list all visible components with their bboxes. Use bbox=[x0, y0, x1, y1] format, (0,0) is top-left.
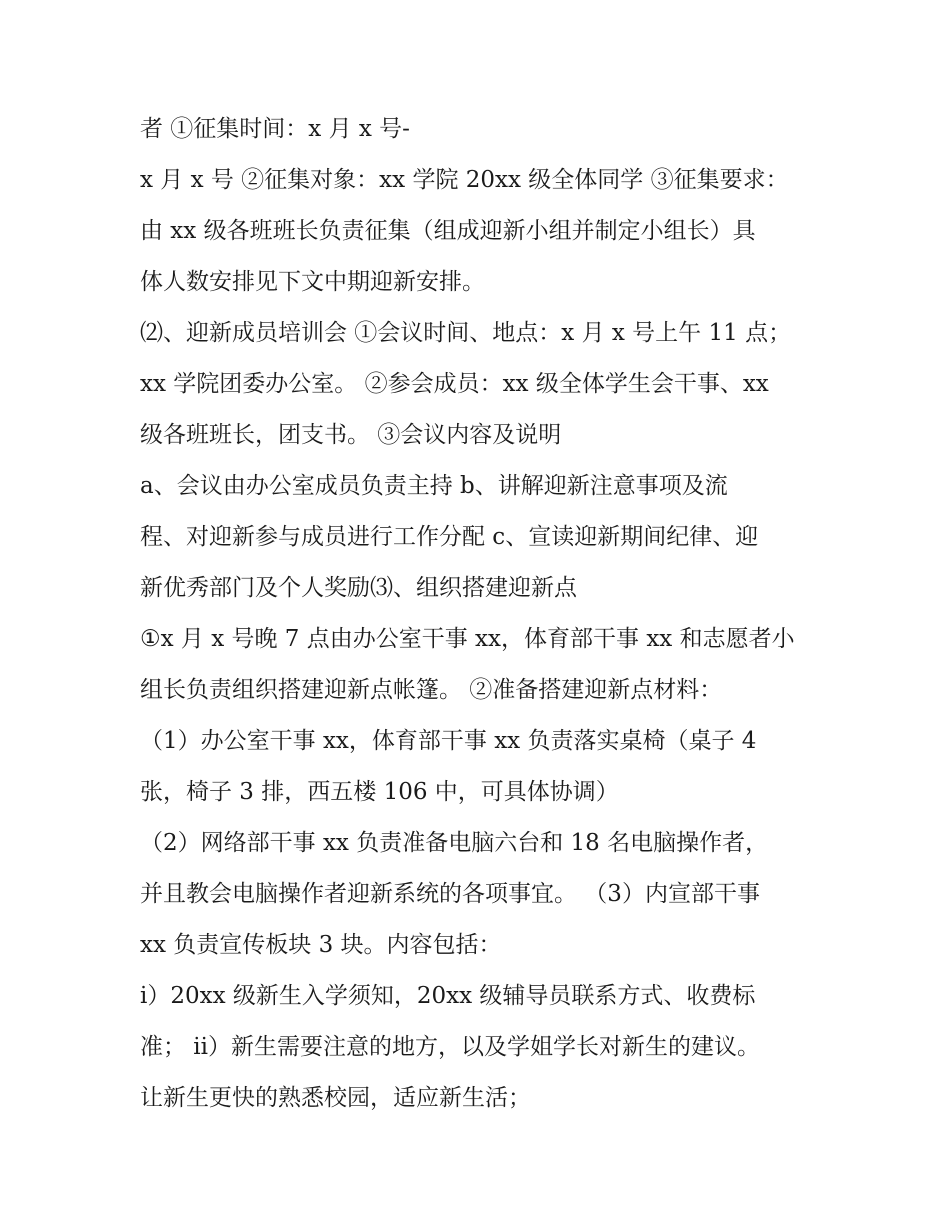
text-line-14: 张，椅子 3 排，西五楼 106 中，可具体协调） bbox=[140, 779, 619, 805]
text-line-9: 程、对迎新参与成员进行工作分配 c、宣读迎新期间纪律、迎 bbox=[140, 524, 759, 550]
text-line-19: 准； ii）新生需要注意的地方，以及学姐学长对新生的建议。 bbox=[140, 1034, 761, 1060]
text-line-11: ①x 月 x 号晚 7 点由办公室干事 xx，体育部干事 xx 和志愿者小 bbox=[140, 626, 795, 652]
text-line-2: x 月 x 号 ②征集对象：xx 学院 20xx 级全体同学 ③征集要求： bbox=[140, 167, 789, 193]
text-line-20: 让新生更快的熟悉校园，适应新生活； bbox=[140, 1085, 531, 1111]
text-line-17: xx 负责宣传板块 3 块。内容包括： bbox=[140, 932, 502, 958]
text-line-5: ⑵、迎新成员培训会 ①会议时间、地点：x 月 x 号上午 11 点； bbox=[140, 320, 792, 346]
text-line-12: 组长负责组织搭建迎新点帐篷。 ②准备搭建迎新点材料： bbox=[140, 677, 723, 703]
text-line-16: 并且教会电脑操作者迎新系统的各项事宜。 （3）内宣部干事 bbox=[140, 881, 760, 907]
text-line-15: （2）网络部干事 xx 负责准备电脑六台和 18 名电脑操作者， bbox=[140, 830, 769, 856]
text-line-10: 新优秀部门及个人奖励⑶、组织搭建迎新点 bbox=[140, 575, 577, 601]
text-line-18: i）20xx 级新生入学须知，20xx 级辅导员联系方式、收费标 bbox=[140, 983, 756, 1009]
text-line-4: 体人数安排见下文中期迎新安排。 bbox=[140, 269, 485, 295]
text-line-6: xx 学院团委办公室。 ②参会成员：xx 级全体学生会干事、xx bbox=[140, 371, 769, 397]
text-line-3: 由 xx 级各班班长负责征集（组成迎新小组并制定小组长）具 bbox=[140, 218, 756, 244]
text-line-13: （1）办公室干事 xx，体育部干事 xx 负责落实桌椅（桌子 4 bbox=[140, 728, 757, 754]
text-line-1: 者 ①征集时间：x 月 x 号- bbox=[140, 116, 410, 142]
text-line-7: 级各班班长，团支书。 ③会议内容及说明 bbox=[140, 422, 562, 448]
document-body bbox=[140, 107, 830, 1127]
text-line-8: a、会议由办公室成员负责主持 b、讲解迎新注意事项及流 bbox=[140, 473, 728, 499]
